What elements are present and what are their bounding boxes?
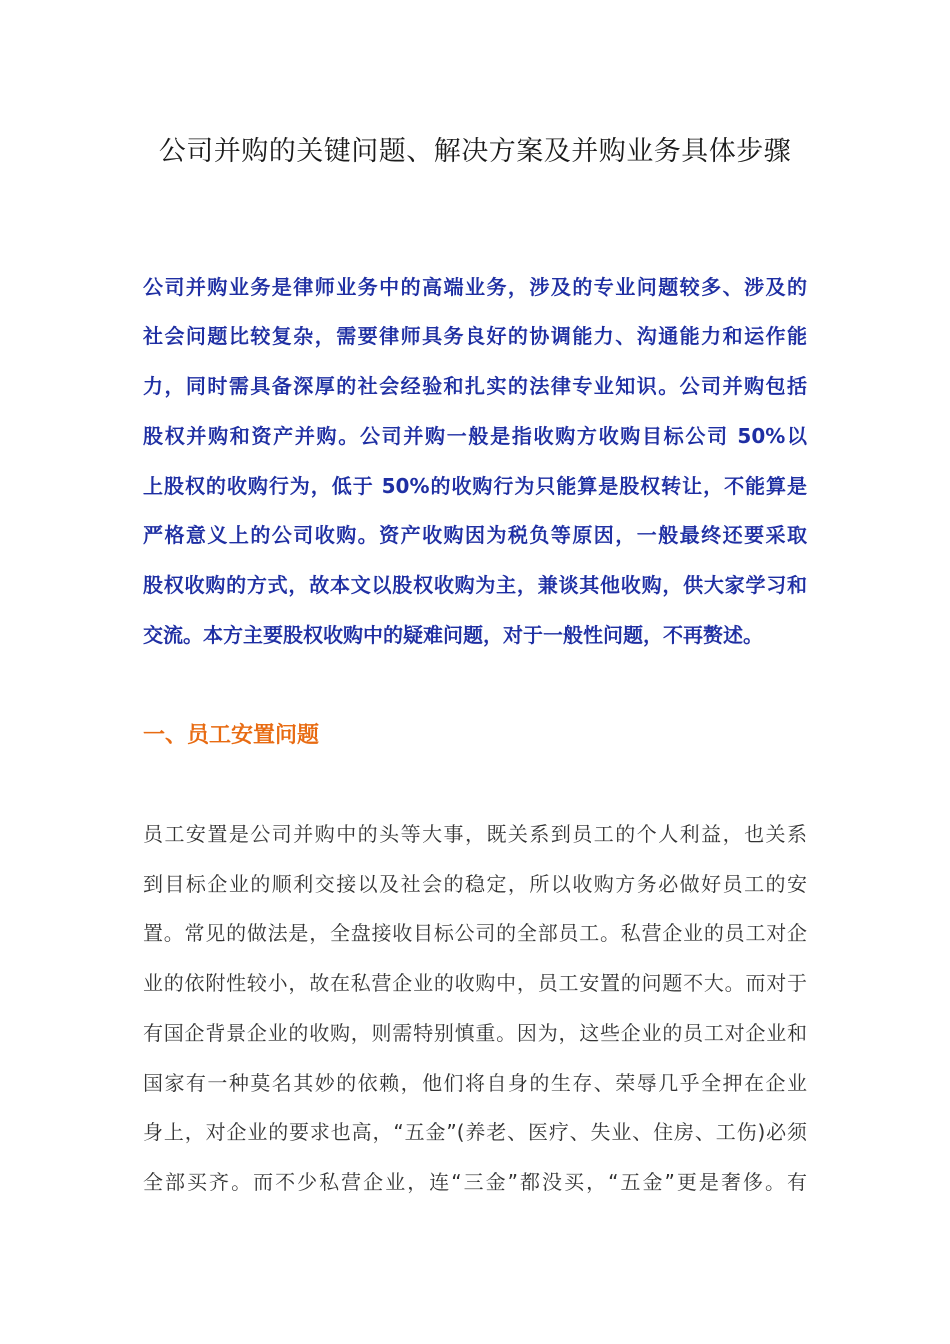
body-line: 有国企背景企业的收购，则需特别慎重。因为，这些企业的员工对企业和 — [143, 1021, 807, 1045]
body-line: 身上，对企业的要求也高，“五金”(养老、医疗、失业、住房、工伤)必须 — [143, 1120, 807, 1144]
intro-line: 严格意义上的公司收购。资产收购因为税负等原因，一般最终还要采取 — [143, 523, 807, 547]
body-line: 置。常见的做法是，全盘接收目标公司的全部员工。私营企业的员工对企 — [143, 921, 807, 945]
intro-line: 上股权的收购行为，低于 50%的收购行为只能算是股权转让，不能算是 — [143, 474, 807, 498]
intro-line: 公司并购业务是律师业务中的高端业务，涉及的专业问题较多、涉及的 — [143, 275, 807, 299]
intro-line: 股权收购的方式，故本文以股权收购为主，兼谈其他收购，供大家学习和 — [143, 573, 807, 597]
body-line: 到目标企业的顺利交接以及社会的稳定，所以收购方务必做好员工的安 — [143, 872, 807, 896]
intro-line: 社会问题比较复杂，需要律师具务良好的协调能力、沟通能力和运作能 — [143, 324, 807, 348]
section-heading: 一、员工安置问题 — [143, 723, 320, 748]
body-line: 全部买齐。而不少私营企业，连“三金”都没买，“五金”更是奢侈。有 — [143, 1170, 807, 1194]
intro-line: 力，同时需具备深厚的社会经验和扎实的法律专业知识。公司并购包括 — [143, 374, 807, 398]
intro-line: 交流。本方主要股权收购中的疑难问题，对于一般性问题，不再赘述。 — [143, 623, 763, 647]
body-line: 业的依附性较小，故在私营企业的收购中，员工安置的问题不大。而对于 — [143, 971, 807, 995]
document-title: 公司并购的关键问题、解决方案及并购业务具体步骤 — [158, 136, 792, 167]
body-line: 国家有一种莫名其妙的依赖，他们将自身的生存、荣辱几乎全押在企业 — [143, 1071, 807, 1095]
intro-line: 股权并购和资产并购。公司并购一般是指收购方收购目标公司 50%以 — [143, 424, 807, 448]
body-line: 员工安置是公司并购中的头等大事，既关系到员工的个人利益，也关系 — [143, 822, 807, 846]
